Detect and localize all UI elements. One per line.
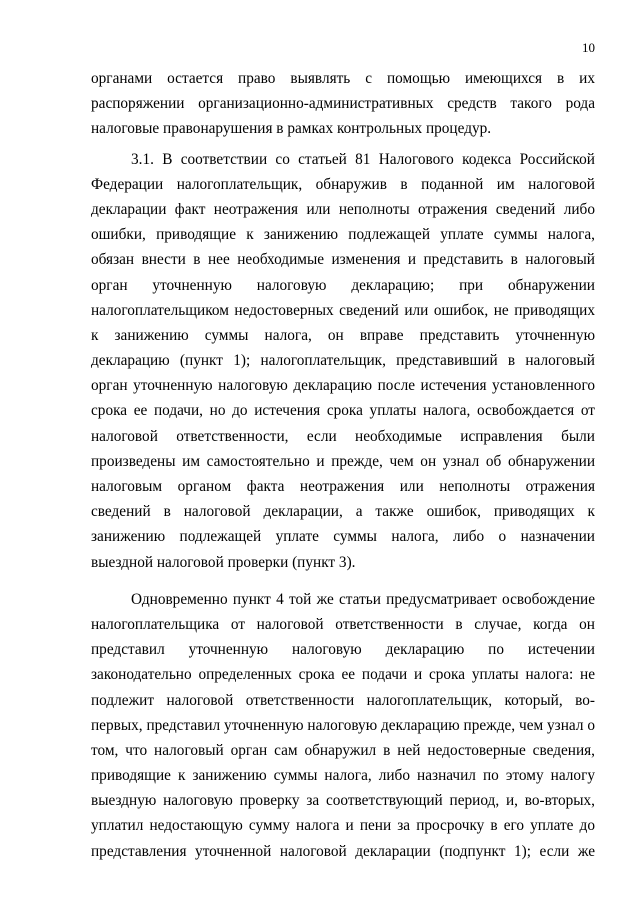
text-line: ошибки, приводящие к занижению подлежащей уплате суммы налога,: [91, 226, 595, 244]
text-line: первых, представил уточненную налоговую декларацию прежде, чем узнал о: [91, 716, 595, 734]
text-line: налогоплательщиком недостоверных сведений или ошибок, не приводящих: [91, 301, 595, 319]
text-line: обязан внести в нее необходимые изменения и представить в налоговый: [91, 251, 595, 269]
text-line: подлежит налоговой ответственности налогоплательщик, который, во-: [91, 691, 595, 709]
text-line: произведены им самостоятельно и прежде, чем он узнал об обнаружении: [91, 452, 595, 470]
text-line: том, что налоговый орган сам обнаружил в ней недостоверные сведения,: [91, 741, 595, 759]
text-line: налогоплательщика от налоговой ответственности в случае, когда он: [91, 615, 595, 633]
text-line: занижению подлежащей уплате суммы налога, либо о назначении: [91, 528, 595, 546]
text-line: приводящие к занижению суммы налога, либо назначил по этому налогу: [91, 767, 595, 785]
text-line: Федерации налогоплательщик, обнаружив в поданной им налоговой: [91, 175, 595, 193]
text-line: сведений в налоговой декларации, а также ошибок, приводящих к: [91, 503, 595, 521]
text-line: законодательно определенных срока ее подачи и срока уплаты налога: не: [91, 666, 595, 684]
text-line: налоговым органом факта неотражения или неполноты отражения: [91, 478, 595, 495]
text-line: выездной налоговой проверки (пункт 3).: [91, 553, 356, 571]
paragraph: [91, 147, 595, 575]
document-body: [91, 66, 595, 864]
text-line: 3.1. В соответствии со статьей 81 Налогового кодекса Российской: [131, 150, 595, 168]
text-line: представил уточненную налоговую декларацию по истечении: [91, 641, 595, 659]
page-number: 10: [582, 40, 595, 55]
text-line: уплатил недостающую сумму налога и пени за просрочку в его уплате до: [91, 817, 595, 835]
text-line: срока ее подачи, но до истечения срока уплаты налога, освобождается от: [91, 402, 595, 420]
text-line: органами остается право выявлять с помощью имеющихся в их: [91, 70, 595, 87]
text-line: орган уточненную налоговую декларацию; при обнаружении: [91, 276, 595, 294]
text-line: распоряжении организационно-административных средств такого рода: [91, 95, 595, 113]
text-line: выездную налоговую проверку за соответствующий период, и, во-вторых,: [91, 792, 595, 810]
text-line: орган уточненную налоговую декларацию после истечения установленного: [91, 377, 595, 395]
text-line: Одновременно пункт 4 той же статьи предусматривает освобождение: [131, 590, 595, 608]
text-line: декларацию (пункт 1); налогоплательщик, представивший в налоговый: [91, 352, 595, 370]
text-line: представления уточненной налоговой декларации (подпункт 1); если же: [91, 842, 595, 860]
paragraph: [91, 66, 595, 142]
text-line: налоговые правонарушения в рамках контрольных процедур.: [91, 120, 492, 138]
text-line: налоговой ответственности, если необходимые исправления были: [91, 427, 595, 445]
text-line: к занижению суммы налога, он вправе представить уточненную: [91, 326, 595, 344]
paragraph: [91, 587, 595, 864]
text-line: декларации факт неотражения или неполноты отражения сведений либо: [91, 200, 595, 218]
